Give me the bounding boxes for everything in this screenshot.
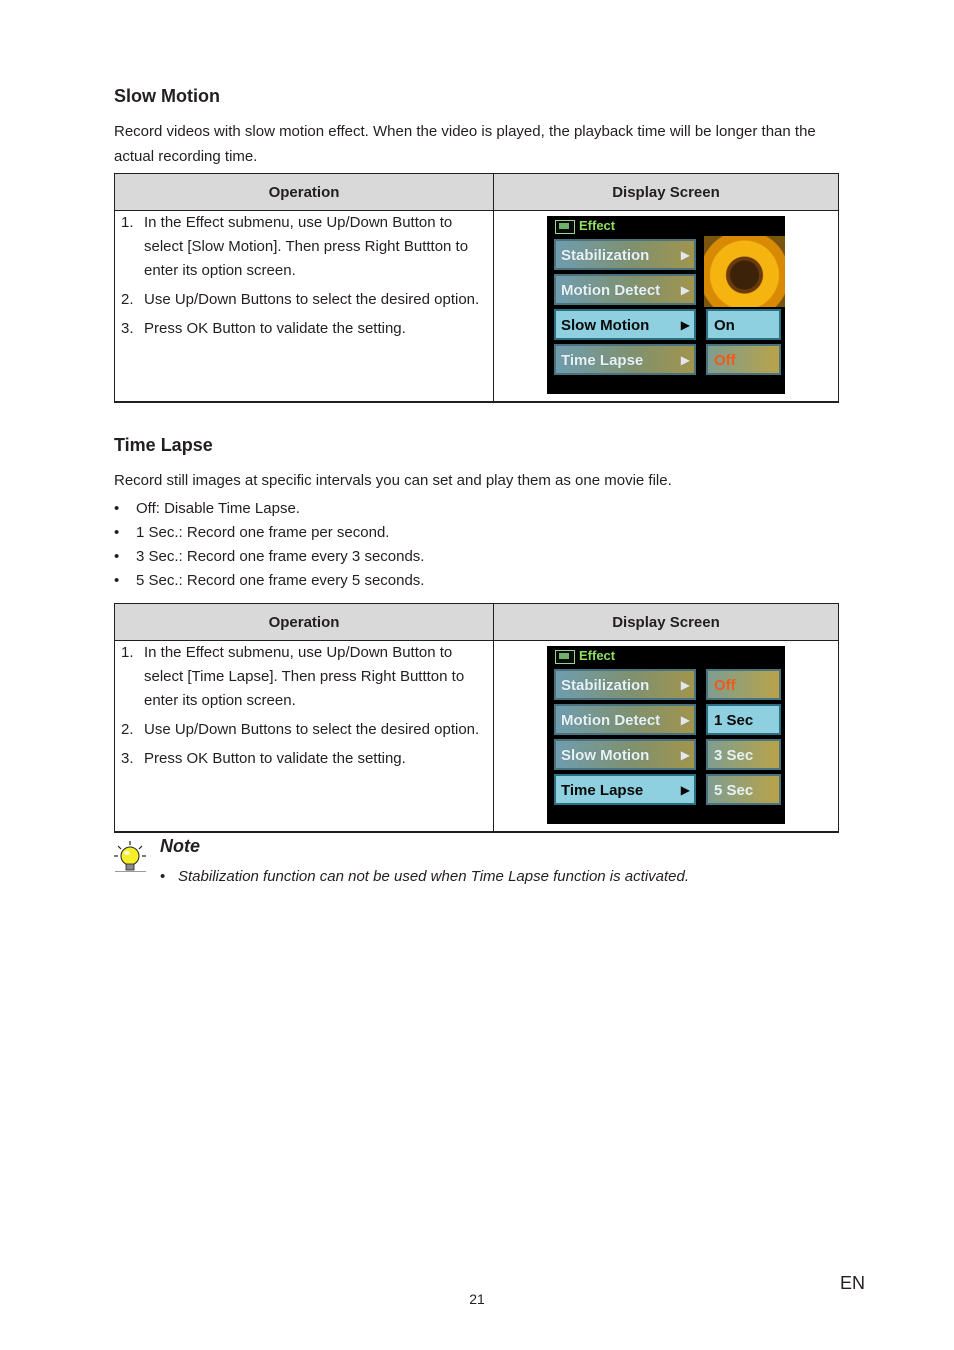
- arrow-right-icon: ▶: [680, 783, 690, 797]
- arrow-right-icon: ▶: [680, 248, 690, 262]
- menu-label: Stabilization: [561, 247, 650, 264]
- effect-icon: [555, 220, 575, 234]
- option-off[interactable]: Off: [706, 344, 781, 375]
- step-item: [115, 718, 489, 742]
- list-item: • 1 Sec.: Record one frame per second.: [114, 521, 424, 545]
- option-1-sec[interactable]: 1 Sec: [706, 704, 781, 735]
- menu-label: Motion Detect: [561, 282, 661, 299]
- menu-item-motion-detect[interactable]: [554, 704, 696, 735]
- menu-item-stabilization[interactable]: [554, 669, 696, 700]
- time-lapse-table: [114, 603, 839, 833]
- list-item: • Off: Disable Time Lapse.: [114, 497, 424, 521]
- screen-header: [547, 646, 785, 666]
- option-off[interactable]: Off: [706, 669, 781, 700]
- note-list: [160, 866, 689, 888]
- menu-item-time-lapse[interactable]: [554, 774, 696, 805]
- operation-header: Operation: [115, 604, 494, 641]
- steps-list: [115, 641, 493, 771]
- step-item: [115, 747, 489, 771]
- display-screen-header: Display Screen: [494, 604, 839, 641]
- time-lapse-heading: Time Lapse: [114, 435, 213, 455]
- arrow-right-icon: ▶: [680, 353, 690, 367]
- lightbulb-icon: [114, 840, 146, 872]
- step-number: 3.: [121, 750, 134, 767]
- screen-title: Effect: [579, 648, 616, 663]
- sunflower-thumbnail: [704, 236, 785, 307]
- steps-list: [115, 211, 493, 341]
- list-item: • 5 Sec.: Record one frame every 5 seconds.: [114, 569, 424, 593]
- step-number: 1.: [121, 214, 134, 231]
- display-cell: [494, 211, 839, 403]
- arrow-right-icon: ▶: [680, 713, 690, 727]
- menu-item-slow-motion[interactable]: [554, 309, 696, 340]
- arrow-right-icon: ▶: [680, 748, 690, 762]
- menu-label: Time Lapse: [561, 782, 644, 799]
- note-title: Note: [160, 836, 200, 856]
- menu-label: Slow Motion: [561, 317, 650, 334]
- language-label: EN: [840, 1273, 866, 1293]
- display-screen-header: Display Screen: [494, 174, 839, 211]
- list-item: • 3 Sec.: Record one frame every 3 seconds.: [114, 545, 424, 569]
- step-item: [115, 641, 489, 713]
- screen-header: [547, 216, 785, 236]
- slow-motion-intro: Record videos with slow motion effect. When the video is played, the playback time will be longer than the actual recording time.: [114, 123, 816, 165]
- steps-cell: [115, 211, 494, 403]
- step-item: [115, 211, 489, 283]
- screen-footer: [547, 378, 785, 394]
- step-number: 1.: [121, 644, 134, 661]
- display-cell: [494, 641, 839, 833]
- menu-item-stabilization[interactable]: [554, 239, 696, 270]
- steps-cell: [115, 641, 494, 833]
- step-number: 2.: [121, 291, 134, 308]
- arrow-right-icon: ▶: [680, 678, 690, 692]
- step-text: Use Up/Down Buttons to select the desired option.: [144, 291, 480, 308]
- camera-screen: [547, 646, 785, 824]
- menu-item-slow-motion[interactable]: [554, 739, 696, 770]
- step-item: [115, 317, 489, 341]
- arrow-right-icon: ▶: [680, 283, 690, 297]
- menu-label: Time Lapse: [561, 352, 644, 369]
- option-on[interactable]: On: [706, 309, 781, 340]
- step-item: [115, 288, 489, 312]
- step-text: In the Effect submenu, use Up/Down Button to select [Slow Motion]. Then press Right Buttton to enter its option screen.: [144, 214, 469, 279]
- arrow-right-icon: ▶: [680, 318, 690, 332]
- menu-item-motion-detect[interactable]: [554, 274, 696, 305]
- operation-header: Operation: [115, 174, 494, 211]
- menu-label: Stabilization: [561, 677, 650, 694]
- menu-label: Motion Detect: [561, 712, 661, 729]
- time-lapse-options-list: [114, 497, 424, 593]
- screen-footer: [547, 808, 785, 824]
- screen-title: Effect: [579, 218, 616, 233]
- step-text: In the Effect submenu, use Up/Down Button to select [Time Lapse]. Then press Right Buttton to enter its option screen.: [144, 644, 465, 709]
- slow-motion-heading: Slow Motion: [114, 86, 220, 106]
- step-text: Use Up/Down Buttons to select the desired option.: [144, 721, 480, 738]
- step-text: Press OK Button to validate the setting.: [144, 320, 406, 337]
- camera-screen: [547, 216, 785, 394]
- time-lapse-intro: Record still images at specific intervals you can set and play them as one movie file.: [114, 472, 672, 489]
- step-number: 2.: [121, 721, 134, 738]
- step-number: 3.: [121, 320, 134, 337]
- step-text: Press OK Button to validate the setting.: [144, 750, 406, 767]
- menu-item-time-lapse[interactable]: [554, 344, 696, 375]
- slow-motion-table: [114, 173, 839, 403]
- option-5-sec[interactable]: 5 Sec: [706, 774, 781, 805]
- page-number: 21: [469, 1291, 485, 1307]
- menu-label: Slow Motion: [561, 747, 650, 764]
- list-item: • Stabilization function can not be used when Time Lapse function is activated.: [160, 866, 689, 888]
- effect-icon: [555, 650, 575, 664]
- option-3-sec[interactable]: 3 Sec: [706, 739, 781, 770]
